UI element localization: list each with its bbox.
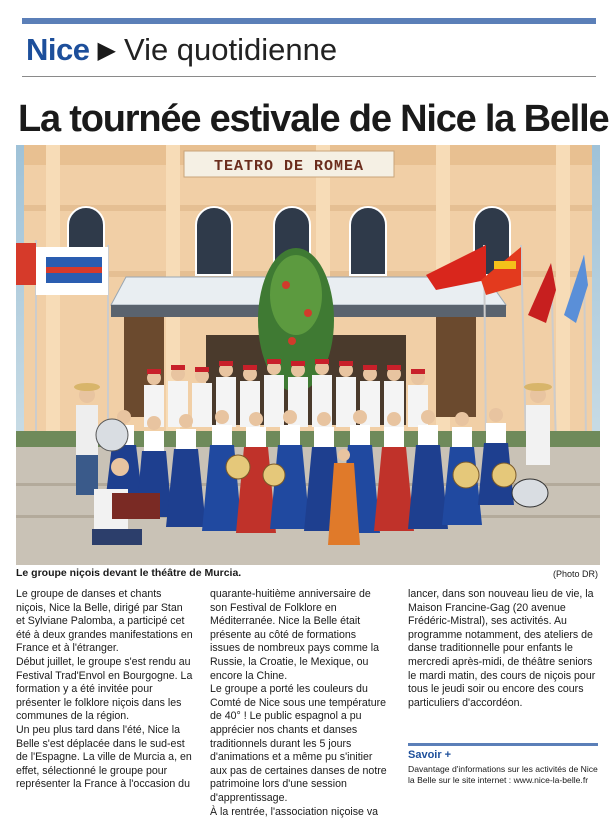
paragraph: Le groupe a porté les couleurs du Comté de Nice sous une température de 40° ! Le public espagnol a pu apprécier nos chants et danses traditionnels durant les 5 jours d'animations et a même pu s'initier aux pas de certaines danses de notre patrimoine lors d'une session d'apprentissage. — [210, 683, 388, 805]
theatre-sign: TEATRO DE ROMEA — [214, 158, 364, 175]
paragraph: quarante-huitième anniversaire de son Festival de Folklore en Méditerranée. Nice la Belle était présente au côté de formations issues de nombreux pays comme la Russie, la Croatie, le Mexique, ou encore la Chine. — [210, 588, 388, 683]
article-headline: La tournée estivale de Nice la Belle — [18, 98, 598, 141]
top-color-bar — [22, 18, 596, 24]
article-photo — [16, 145, 600, 565]
paragraph: Début juillet, le groupe s'est rendu au Festival Trad'Envol en Bourgogne. La formation y a été invitée pour présenter le folklore niçois dans les communes de la région. — [16, 656, 194, 724]
paragraph: lancer, dans son nouveau lieu de vie, la Maison Francine-Gag (20 avenue Frédéric-Mistral), ses activités. Au programme notamment, des ateliers de danse traditionnelle pour enfants le mercredi après-midi, de théâtre seniors le mardi matin, des cours de niçois pour tous le jeudi soir ou encore des cours particuliers d'accordéon. — [408, 588, 598, 710]
photo-caption: Le groupe niçois devant le théâtre de Murcia. — [16, 567, 241, 579]
savoir-title: Savoir + — [408, 749, 451, 761]
photo-credit: (Photo DR) — [553, 569, 598, 579]
article-column-1 — [16, 588, 194, 792]
paragraph: Le groupe de danses et chants niçois, Nice la Belle, dirigé par Stan et Sylviane Palomba, a participé cet été à deux grandes manifestations en France et à l'étranger. — [16, 588, 194, 656]
header-divider — [22, 76, 596, 77]
savoir-divider — [408, 743, 598, 746]
savoir-text: Davantage d'informations sur les activités de Nice la Belle sur le site internet : www.nice-la-belle.fr — [408, 764, 600, 786]
paragraph: À la rentrée, l'association niçoise va — [210, 806, 388, 819]
section-arrow-icon: ▶ — [97, 36, 115, 65]
article-column-3 — [408, 588, 598, 710]
section-rubric: Vie quotidienne — [124, 32, 337, 68]
paragraph: Un peu plus tard dans l'été, Nice la Belle s'est déplacée dans le sud-est de l'Espagne. La ville de Murcia a, en effet, sélectionné le groupe pour représenter la France à l'occasion du — [16, 724, 194, 792]
article-column-2 — [210, 588, 388, 819]
section-header — [26, 30, 337, 70]
section-city: Nice — [26, 32, 89, 68]
